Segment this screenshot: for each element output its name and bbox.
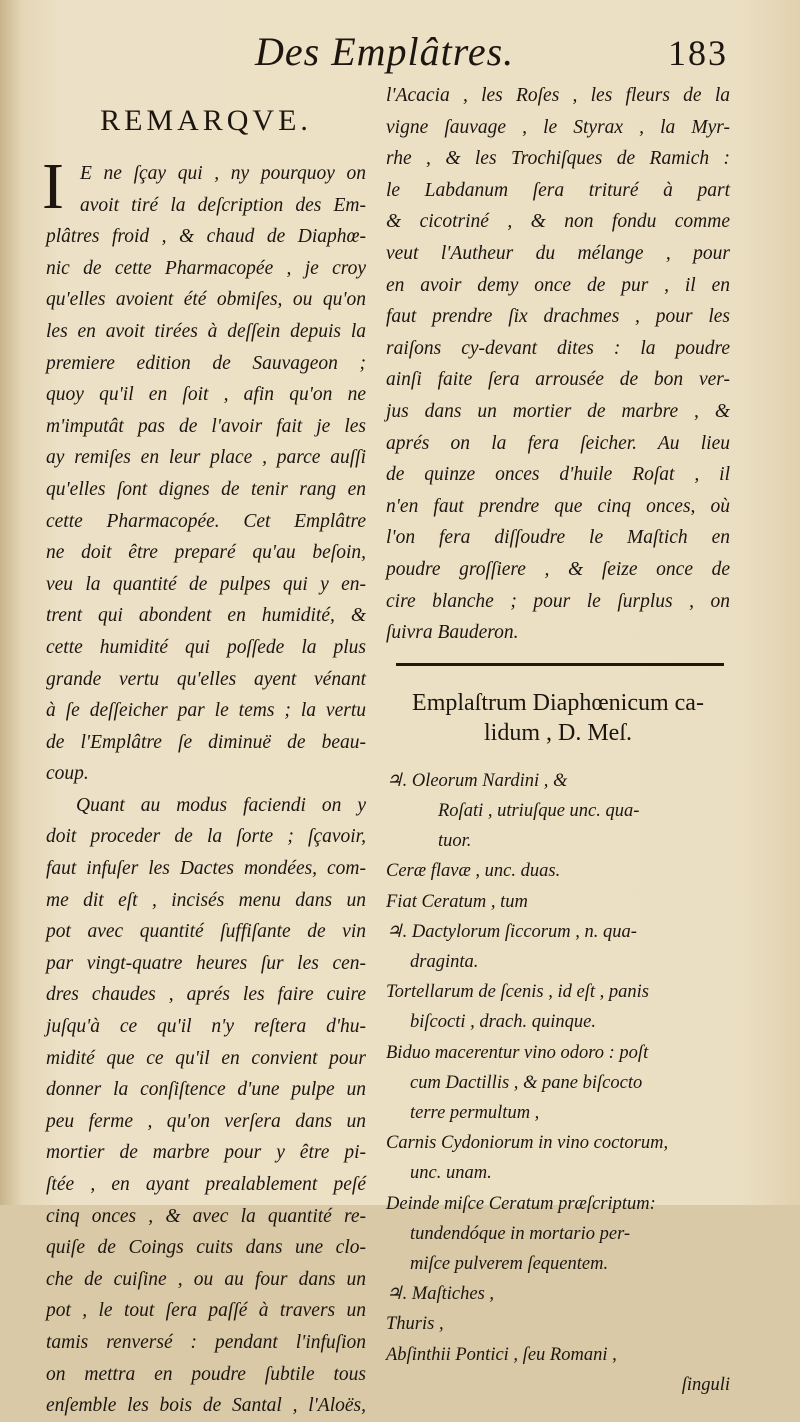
text-line: che de cuiſine , ou au four dans un: [46, 1268, 366, 1290]
text-line: dres chaudes , aprés les faire cuire: [46, 984, 366, 1006]
recipe-line: Biduo macerentur vino odoro : poſt: [386, 1042, 649, 1063]
text-line: de l'Emplâtre ſe diminuë de beau-: [46, 731, 366, 753]
text-line: plâtres froid , & chaud de Diaphœ-: [46, 226, 366, 248]
recipe-line: Abſinthii Pontici , ſeu Romani ,: [386, 1344, 617, 1365]
text-line: cinq onces , & avec la quantité re-: [46, 1205, 366, 1227]
recipe-line: terre permultum ,: [410, 1102, 540, 1123]
text-line: les en avoit tirées à deſſein depuis la: [46, 320, 366, 342]
recipe-line: Ceræ flavæ , unc. duas.: [386, 861, 561, 882]
text-line: me dit eſt , incisés menu dans un: [46, 889, 366, 911]
text-line: qu'elles ſont dignes de tenir rang en: [46, 478, 366, 500]
text-line: poudre groſſiere , & ſeize once de: [386, 558, 730, 580]
text-line: grande vertu qu'elles ayent vénant: [46, 668, 366, 690]
recipe-line: Carnis Cydoniorum in vino coctorum,: [386, 1133, 669, 1154]
text-line: donner la conſiſtence d'une pulpe un: [46, 1079, 366, 1101]
text-line: rhe , & les Trochiſques de Ramich :: [386, 148, 730, 170]
recipe-line: ♃. Oleorum Nardini , &: [386, 770, 568, 791]
recipe-line: tuor.: [438, 831, 472, 852]
text-line: E ne ſçay qui , ny pourquoy on: [80, 163, 366, 184]
right-column: [386, 80, 730, 1400]
recipe-line: tundendóque in mortario per-: [410, 1223, 631, 1244]
remarque-heading: REMARQVE.: [100, 104, 312, 137]
text-line: & cicotriné , & non fondu comme: [386, 211, 730, 233]
text-line: quiſe de Coings cuits dans une clo-: [46, 1237, 366, 1259]
text-line: veu la quantité de pulpes qui y en-: [46, 573, 366, 595]
text-line: jus dans un mortier de marbre , &: [386, 400, 730, 422]
text-line: tamis renversé : pendant l'infuſion: [46, 1331, 366, 1353]
text-line: qu'elles avoient été obmiſes, ou qu'on: [46, 289, 366, 311]
text-line: cette humidité qui poſſede la plus: [46, 636, 366, 658]
section-title: [386, 688, 730, 748]
text-line: Quant au modus faciendi on y: [76, 794, 366, 816]
recipe-line: Roſati , utriuſque unc. qua-: [438, 800, 640, 821]
text-line: ne doit être preparé qu'au beſoin,: [46, 542, 366, 564]
text-line: cire blanche ; pour le ſurplus , on: [386, 590, 730, 612]
section-title-line-1: Emplaſtrum Diaphœnicum ca-: [412, 689, 704, 716]
text-line: faut infuſer les Dactes mondées, com-: [46, 858, 366, 880]
text-line: le Labdanum ſera trituré à part: [386, 179, 730, 201]
section-title-line-2: lidum , D. Meſ.: [484, 719, 632, 746]
remarque-body: [42, 150, 366, 1422]
recipe-line: ♃. Dactylorum ſiccorum , n. qua-: [386, 921, 637, 942]
text-line: coup.: [46, 763, 89, 785]
text-line: de quinze onces d'huile Roſat , il: [386, 464, 730, 486]
text-line: aprés on la fera ſeicher. Au lieu: [386, 432, 730, 454]
page-header: [0, 28, 800, 88]
text-line: n'en faut prendre que cinq onces, où: [386, 495, 730, 517]
left-column: [42, 80, 366, 1422]
text-line: l'on fera diſſoudre le Maſtich en: [386, 527, 730, 549]
text-line: doit proceder de la ſorte ; ſçavoir,: [46, 826, 366, 848]
text-line: veut l'Autheur du mélange , pour: [386, 242, 730, 264]
text-line: cette Pharmacopée. Cet Emplâtre: [46, 510, 366, 532]
recipe-line: cum Dactillis , & pane biſcocto: [410, 1072, 643, 1093]
text-line: ſuivra Bauderon.: [386, 622, 519, 644]
text-line: enſemble les bois de Santal , l'Aloës,: [46, 1395, 366, 1417]
text-line: par vingt-quatre heures ſur les cen-: [46, 952, 366, 974]
text-line: ay remiſes en leur place , parce auſſi: [46, 447, 366, 469]
drop-cap: I: [42, 150, 64, 223]
section-divider: [396, 663, 724, 666]
text-line: nic de cette Pharmacopée , je croy: [46, 257, 366, 279]
text-line: en avoir demy once de pur , il en: [386, 274, 730, 296]
text-line: midité que ce qu'il en convient pour: [46, 1047, 366, 1069]
text-line: m'imputât pas de l'avoir fait je les: [46, 415, 366, 437]
text-line: pot avec quantité ſuffiſante de vin: [46, 921, 366, 943]
text-line: premiere edition de Sauvageon ;: [46, 352, 366, 374]
recipe-line: unc. unam.: [410, 1163, 492, 1184]
recipe-line: Fiat Ceratum , tum: [386, 891, 528, 912]
recipe-line: draginta.: [410, 951, 479, 972]
recipe-line: miſce pulverem ſequentem.: [410, 1253, 609, 1274]
text-line: on mettra en poudre ſubtile tous: [46, 1363, 366, 1385]
page-number: 183: [668, 33, 728, 73]
text-line: ainſi faite ſera arrousée de bon ver-: [386, 369, 730, 391]
text-line: ſtée , en ayant prealablement peſé: [46, 1174, 366, 1195]
text-line: juſqu'à ce qu'il n'y reſtera d'hu-: [46, 1016, 366, 1038]
right-text-lines: [386, 80, 730, 649]
left-text-lines: [46, 158, 366, 1422]
text-line: avoit tiré la deſcription des Em-: [80, 194, 366, 216]
recipe-line: ♃. Maſtiches ,: [386, 1284, 495, 1305]
text-line: vigne ſauvage , le Styrax , la Myr-: [386, 116, 730, 138]
recipe-line: Deinde miſce Ceratum præſcriptum:: [386, 1193, 656, 1214]
recipe-line: Tortellarum de ſcenis , id eſt , panis: [386, 982, 649, 1003]
text-line: l'Acacia , les Roſes , les fleurs de la: [386, 85, 730, 106]
recipe-line: ſinguli: [681, 1374, 730, 1395]
text-line: à ſe deſſeicher par le tems ; la vertu: [46, 700, 366, 722]
text-line: pot , le tout ſera paſſé à travers un: [46, 1300, 366, 1322]
text-line: raiſons cy-devant dites : la poudre: [386, 337, 730, 359]
text-line: faut prendre ſix drachmes , pour les: [386, 306, 730, 328]
text-line: trent qui abondent en humidité, &: [46, 605, 366, 627]
text-line: quoy qu'il en ſoit , afin qu'on ne: [46, 384, 366, 406]
running-title: Des Emplâtres.: [255, 29, 515, 74]
recipe-line: Thuris ,: [386, 1314, 444, 1335]
text-line: peu ferme , qu'on verſera dans un: [46, 1110, 366, 1132]
recipe-line: biſcocti , drach. quinque.: [410, 1012, 596, 1033]
text-line: mortier de marbre pour y être pi-: [46, 1142, 366, 1164]
recipe-list: [386, 766, 730, 1400]
